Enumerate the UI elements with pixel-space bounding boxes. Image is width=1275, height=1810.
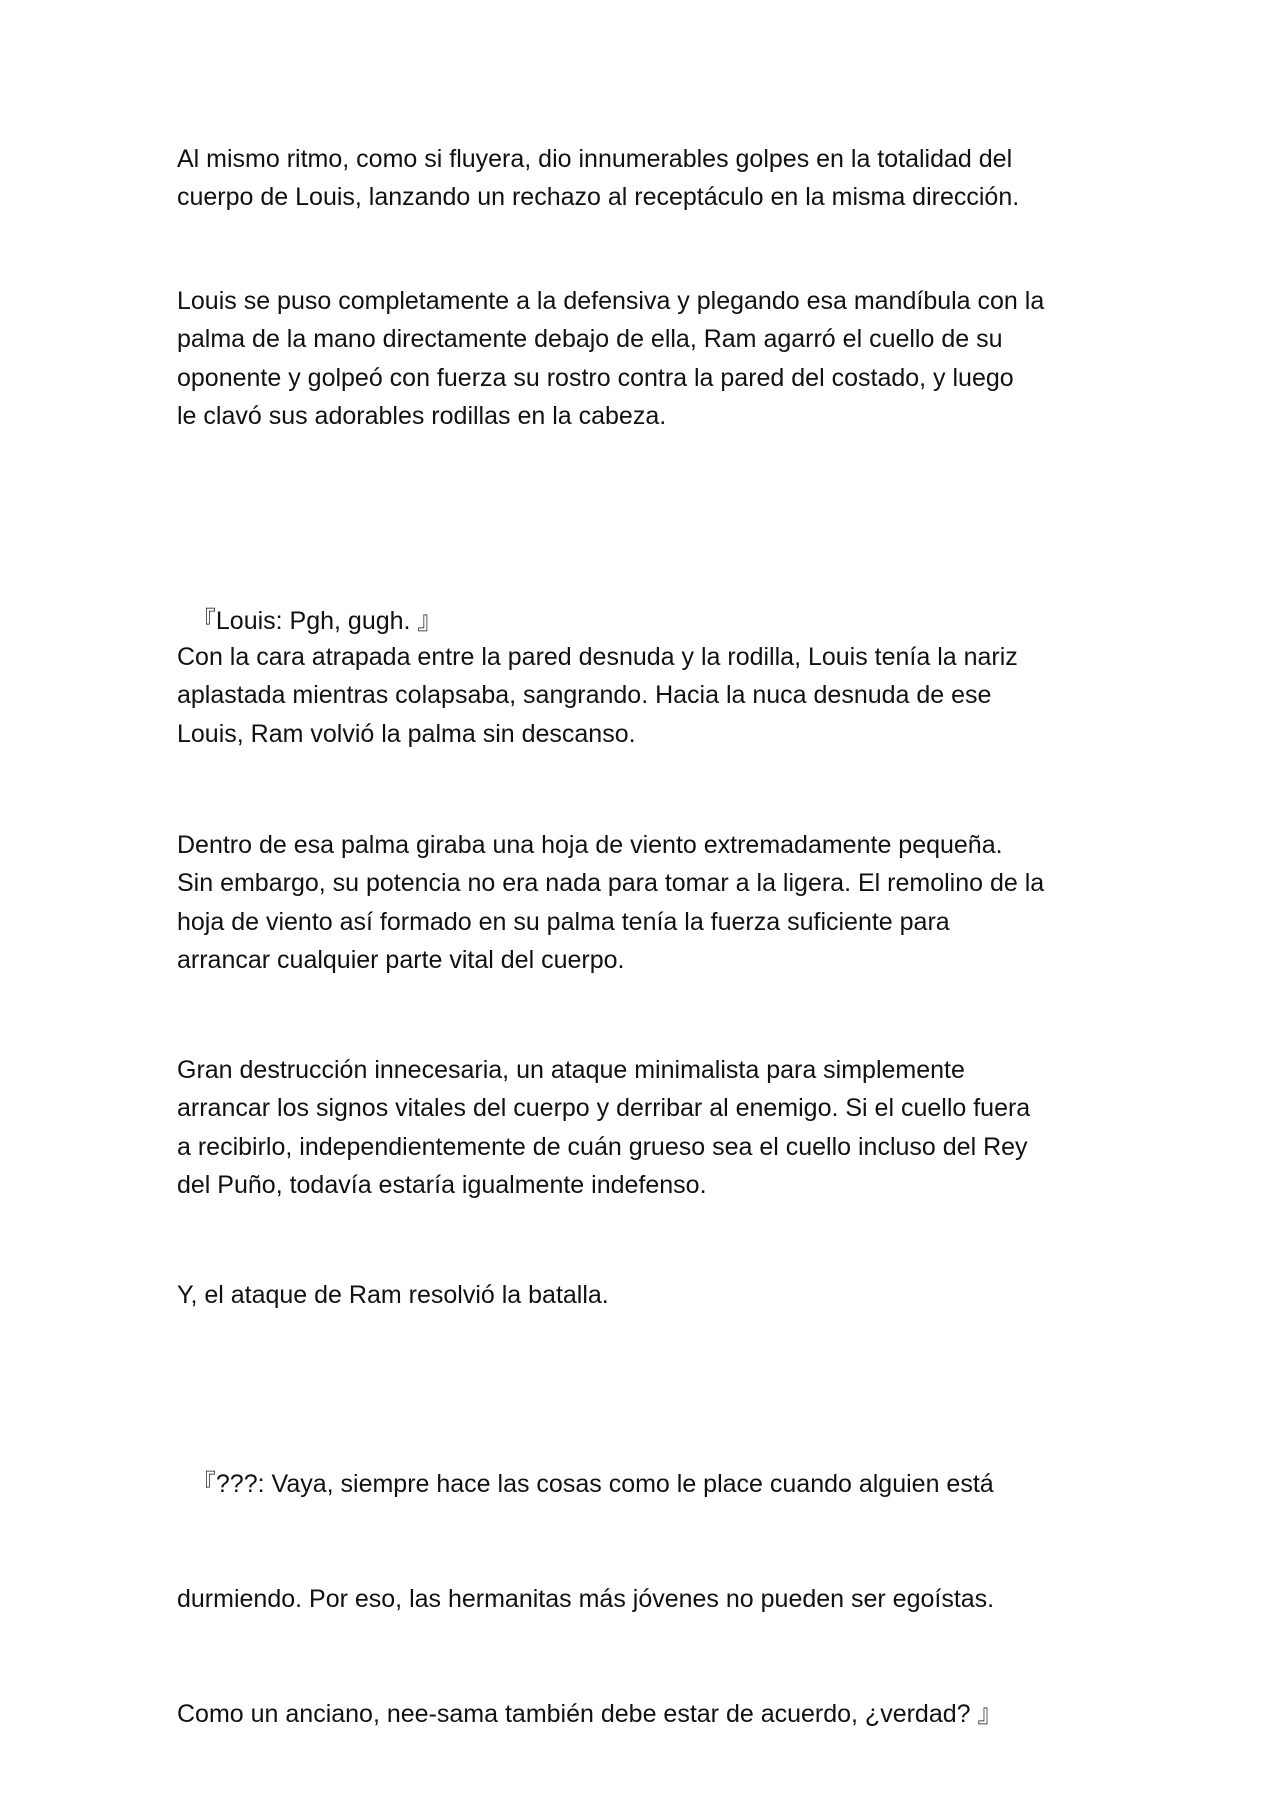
text-line: Louis, Ram volvió la palma sin descanso. (177, 719, 636, 748)
text-line: arrancar cualquier parte vital del cuerpo. (177, 946, 625, 975)
text-line: 『Louis: Pgh, gugh. 』 (177, 606, 443, 635)
text-line: a recibirlo, independientemente de cuán grueso sea el cuello incluso del Rey (177, 1132, 1028, 1161)
text-line: Sin embargo, su potencia no era nada para tomar a la ligera. El remolino de la (177, 869, 1045, 898)
text-line: Como un anciano, nee-sama también debe estar de acuerdo, ¿verdad? 』 (177, 1700, 1003, 1729)
text-line: Y, el ataque de Ram resolvió la batalla. (177, 1281, 609, 1309)
text-line: Con la cara atrapada entre la pared desnuda y la rodilla, Louis tenía la nariz (177, 643, 1018, 671)
dialogue-paragraph (177, 1388, 1107, 1810)
paragraph (177, 140, 1107, 217)
text-line: del Puño, todavía estaría igualmente indefenso. (177, 1171, 707, 1200)
text-line: le clavó sus adorables rodillas en la cabeza. (177, 402, 667, 431)
text-line: palma de la mano directamente debajo de ella, Ram agarró el cuello de su (177, 325, 1003, 354)
text-line: Louis se puso completamente a la defensiva y plegando esa mandíbula con la (177, 287, 1045, 315)
paragraph (177, 1276, 1107, 1314)
text-line: arrancar los signos vitales del cuerpo y derribar al enemigo. Si el cuello fuera (177, 1094, 1031, 1123)
text-line: Gran destrucción innecesaria, un ataque minimalista para simplemente (177, 1056, 965, 1084)
text-line: oponente y golpeó con fuerza su rostro contra la pared del costado, y luego (177, 363, 1014, 392)
text-line: aplastada mientras colapsaba, sangrando. Hacia la nuca desnuda de ese (177, 681, 992, 710)
text-line: Dentro de esa palma giraba una hoja de viento extremadamente pequeña. (177, 831, 1003, 859)
paragraph (177, 282, 1107, 436)
paragraph (177, 826, 1107, 980)
paragraph (177, 1051, 1107, 1205)
text-line: Al mismo ritmo, como si fluyera, dio innumerables golpes en la totalidad del (177, 145, 1013, 173)
text-line: 『???: Vaya, siempre hace las cosas como le place cuando alguien está (177, 1469, 994, 1498)
paragraph (177, 638, 1107, 753)
text-line: cuerpo de Louis, lanzando un rechazo al receptáculo en la misma dirección. (177, 183, 1020, 212)
text-line: hoja de viento así formado en su palma tenía la fuerza suficiente para (177, 907, 950, 936)
text-line: durmiendo. Por eso, las hermanitas más jóvenes no pueden ser egoístas. (177, 1585, 995, 1614)
